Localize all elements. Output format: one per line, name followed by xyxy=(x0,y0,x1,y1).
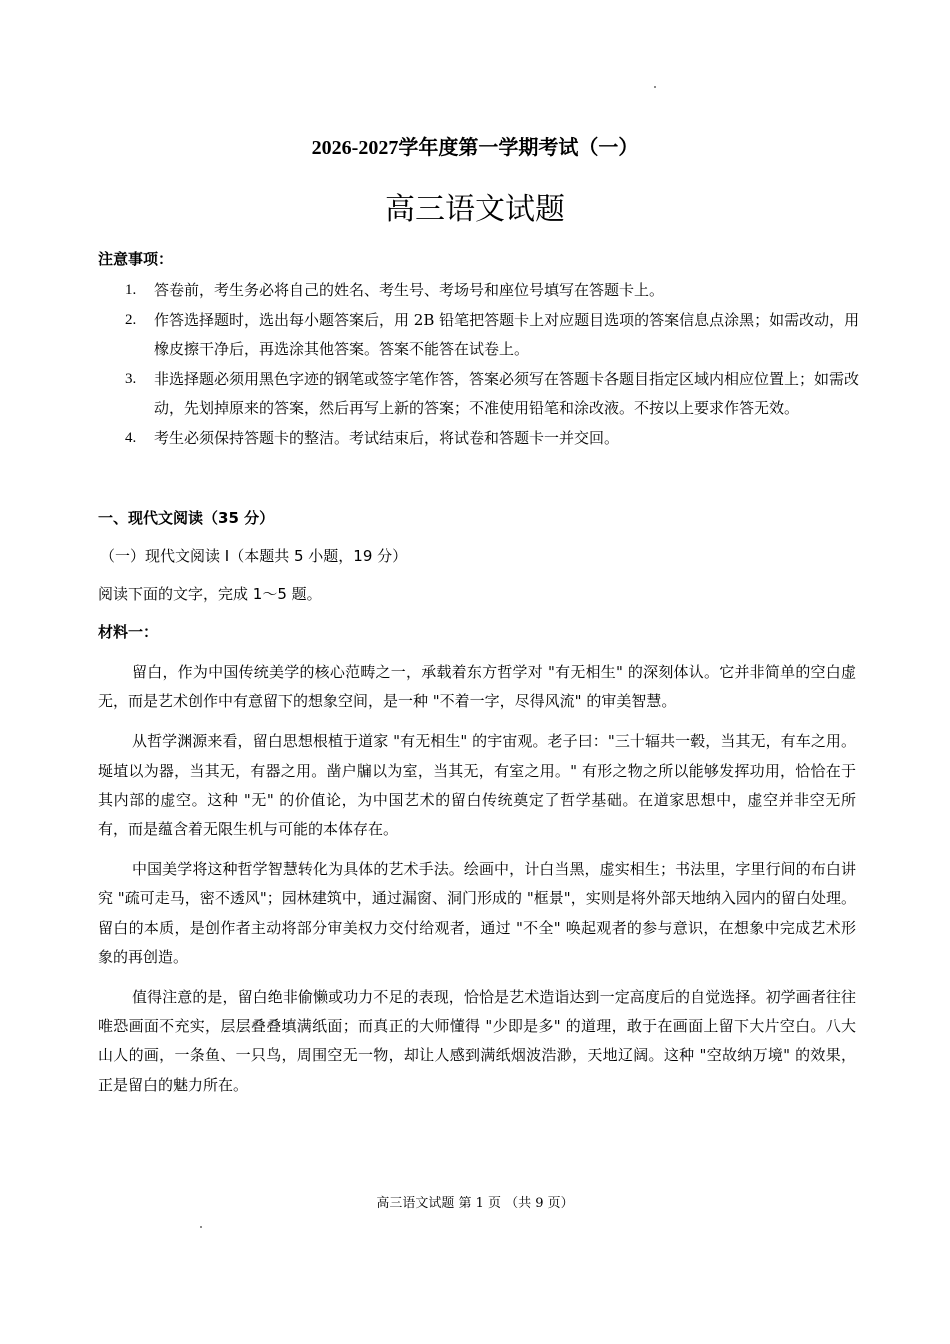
article-paragraph: 留白，作为中国传统美学的核心范畴之一，承载着东方哲学对 "有无相生" 的深刻体认。它并非简单的空白虚无，而是艺术创作中有意留下的想象空间，是一种 "不着一字，尽得风流" 的审美智慧。 xyxy=(98,663,856,711)
notice-number: 3. xyxy=(125,370,137,387)
article-paragraph: 中国美学将这种哲学智慧转化为具体的艺术手法。绘画中，计白当黑，虚实相生；书法里，字里行间的布白讲究 "疏可走马，密不透风"；园林建筑中，通过漏窗、洞门形成的 "框景"，实则是将外部天地纳入园内的留白处理。留白的本质，是创作者主动将部分审美权力交付给观者，通过 "不全" 唤起观者的参与意识，在想象中完成艺术形象的再创造。 xyxy=(98,860,856,966)
notice-text: 答卷前，考生务必将自己的姓名、考生号、考场号和座位号填写在答题卡上。 xyxy=(154,281,665,299)
article-paragraph: 值得注意的是，留白绝非偷懒或功力不足的表现，恰恰是艺术造诣达到一定高度后的自觉选择。初学画者往往唯恐画面不充实，层层叠叠填满纸面；而真正的大师懂得 "少即是多" 的道理，敢于在画面上留下大片空白。八大山人的画，一条鱼、一只鸟，周围空无一物，却让人感到满纸烟波浩渺，天地辽阔。这种 "空故纳万境" 的效果，正是留白的魅力所在。 xyxy=(98,988,856,1094)
section-heading: 一、现代文阅读（35 分） xyxy=(98,509,275,527)
article-body xyxy=(98,658,856,1111)
notice-number: 1. xyxy=(125,282,137,298)
reading-instruction: 阅读下面的文字，完成 1～5 题。 xyxy=(98,585,322,603)
notice-text: 非选择题必须用黑色字迹的钢笔或签字笔作答，答案必须写在答题卡各题目指定区域内相应位置上；如需改动，先划掉原来的答案，然后再写上新的答案；不准使用铅笔和涂改液。不按以上要求作答无效。 xyxy=(154,369,860,417)
notice-item xyxy=(98,306,868,365)
notice-number: 4. xyxy=(125,429,137,446)
notice-item xyxy=(98,365,868,424)
notice-heading: 注意事项： xyxy=(98,250,174,268)
notice-list xyxy=(98,276,868,453)
notice-text: 考生必须保持答题卡的整洁。考试结束后，将试卷和答题卡一并交回。 xyxy=(154,428,620,447)
notice-number: 2. xyxy=(125,311,137,328)
sub-section-heading: （一）现代文阅读 Ⅰ（本题共 5 小题，19 分） xyxy=(100,547,408,565)
notice-text: 作答选择题时，选出每小题答案后，用 2B 铅笔把答题卡上对应题目选项的答案信息点涂黑；如需改动，用橡皮擦干净后，再选涂其他答案。答案不能答在试卷上。 xyxy=(154,310,860,358)
subject-title: 高三语文试题 xyxy=(385,192,565,227)
scan-speck xyxy=(654,86,656,88)
notice-item xyxy=(98,276,868,306)
material-label: 材料一： xyxy=(98,623,159,641)
exam-title: 2026-2027学年度第一学期考试（一） xyxy=(311,137,639,159)
notice-item xyxy=(98,424,868,454)
page-footer: 高三语文试题 第 1 页 （共 9 页） xyxy=(376,1196,574,1211)
scan-speck xyxy=(200,1226,202,1228)
article-paragraph: 从哲学渊源来看，留白思想根植于道家 "有无相生" 的宇宙观。老子曰："三十辐共一毂，当其无，有车之用。埏埴以为器，当其无，有器之用。凿户牖以为室，当其无，有室之用。" 有形之物之所以能够发挥功用，恰恰在于其内部的虚空。这种 "无" 的价值论，为中国艺术的留白传统奠定了哲学基础。在道家思想中，虚空并非空无所有，而是蕴含着无限生机与可能的本体存在。 xyxy=(98,732,856,839)
